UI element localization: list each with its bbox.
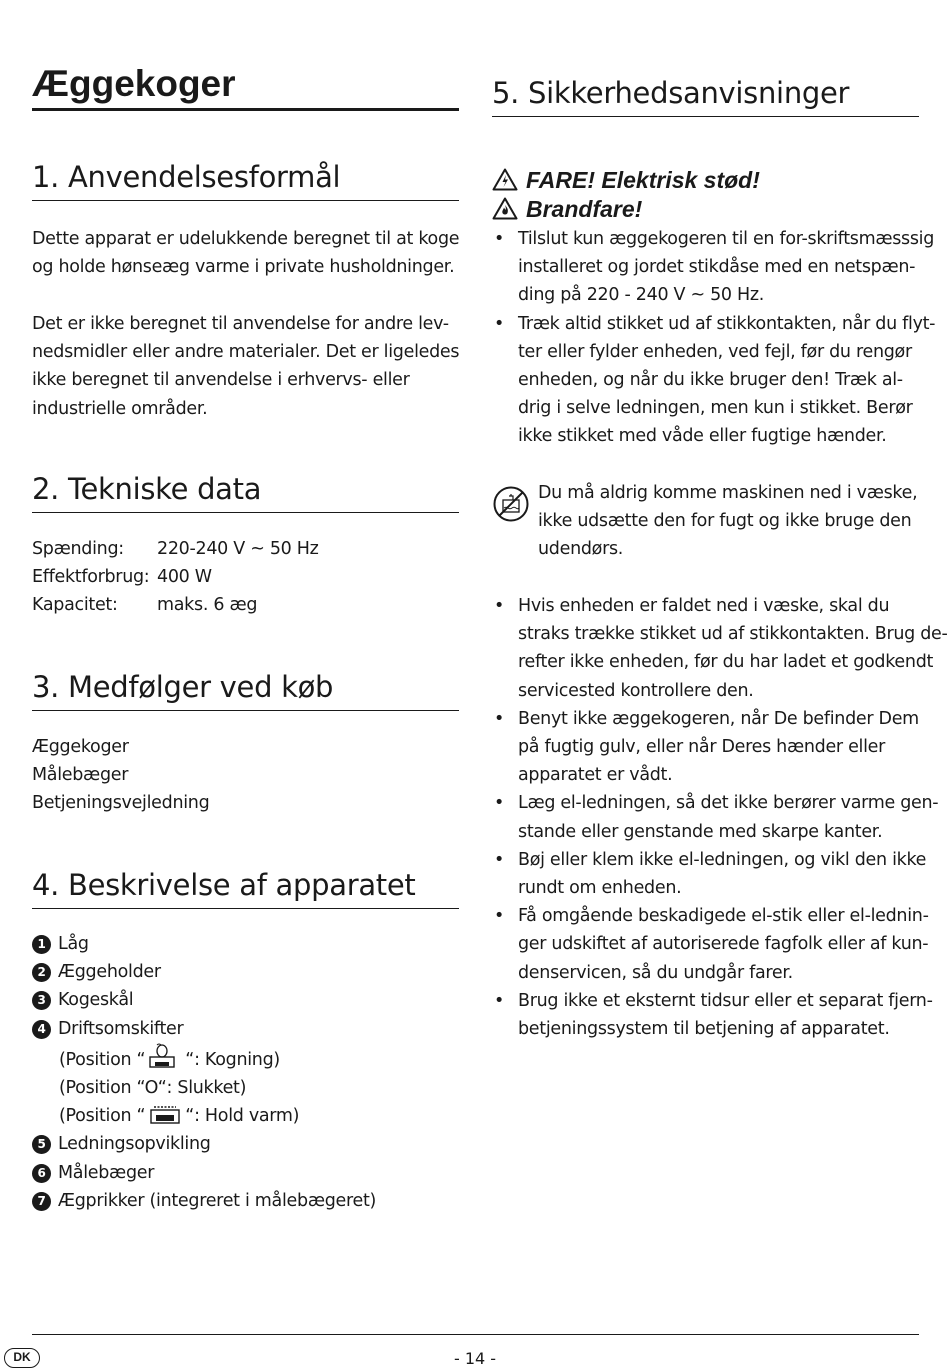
text-line: og holde hønseæg varme i private husholdninger. (32, 257, 455, 278)
section-4-heading: 4. Beskrivelse af apparatet (32, 866, 459, 909)
part-label: Målebæger (58, 1162, 155, 1183)
switch-position-off: (Position “O“: Slukket) (59, 1078, 247, 1099)
warning-fire: Brandfare! (492, 195, 919, 224)
bullet-icon: • (494, 849, 505, 870)
bullet-icon: • (494, 229, 505, 249)
section-1-heading: 1. Anvendelsesformål (32, 158, 459, 201)
list-item: • Brug ikke et eksternt tidsur eller et separat fjern- betjeningssystem til betjening af apparatet. (492, 987, 919, 1043)
bullet-icon: • (494, 596, 505, 616)
tech-data-label: Kapacitet: (32, 595, 118, 616)
tech-data-label: Effektforbrug: (32, 567, 150, 588)
part-label: Låg (58, 934, 89, 954)
part-item (32, 1015, 459, 1043)
number-badge: 3 (32, 991, 51, 1010)
part-item (32, 930, 459, 958)
warning-electric: FARE! Elektrisk stød! (492, 166, 919, 195)
list-item: Målebæger (32, 765, 129, 786)
text-line: ikke beregnet til anvendelse i erhvervs- eller (32, 370, 410, 391)
list-item: Betjeningsvejledning (32, 793, 210, 814)
bullet-icon: • (494, 708, 505, 729)
text-line: nedsmidler eller andre materialer. Det er ligeledes (32, 342, 460, 363)
document-title: Æggekoger (32, 62, 459, 111)
tech-data-value: maks. 6 æg (157, 595, 258, 616)
switch-position-cook: (Position “ “: Kogning) (32, 1043, 459, 1074)
electric-hazard-icon (492, 168, 518, 191)
list-item: Æggekoger (32, 737, 129, 757)
part-item (32, 1187, 459, 1215)
list-item: • Læg el-ledningen, så det ikke berører varme gen- stande eller genstande med skarpe kanter. (492, 789, 919, 845)
tech-data-row (32, 591, 459, 619)
fire-hazard-icon (492, 197, 518, 220)
list-item: • Få omgående beskadigede el-stik eller el-lednin- ger udskiftet af autoriserede fagfolk eller af kun- denservicen, så du undgår farer. (492, 902, 919, 987)
tech-data-label: Spænding: (32, 539, 124, 559)
safety-bullets-a (492, 225, 936, 451)
bullet-icon: • (494, 793, 505, 814)
safety-bullets-b (492, 592, 948, 1043)
list-item: • Tilslut kun æggekogeren til en for-skriftsmæsssig installeret og jordet stikdåse med en netspæn- ding på 220 - 240 V ~ 50 Hz. (492, 225, 919, 310)
tech-data-table (32, 535, 459, 620)
number-badge: 2 (32, 963, 51, 982)
part-label: Ledningsopvikling (58, 1134, 211, 1155)
no-water-notice (492, 479, 919, 564)
parts-list (32, 930, 459, 1215)
part-item (32, 986, 459, 1014)
section-1-paragraph-1 (32, 225, 459, 281)
text-line: Dette apparat er udelukkende beregnet til at koge (32, 229, 460, 249)
text-line: Det er ikke beregnet til anvendelse for andre lev- (32, 314, 449, 334)
number-badge: 4 (32, 1020, 51, 1039)
footer-divider (32, 1334, 919, 1335)
section-5-heading: 5. Sikkerhedsanvisninger (492, 74, 919, 117)
no-immersion-icon (492, 485, 530, 523)
page-number: - 14 - (453, 1349, 497, 1368)
list-item: • Træk altid stikket ud af stikkontakten, når du flyt- ter eller fylder enheden, ved fejl, før du rengør enheden, og når du ikke bruger den! Træk al- drig i selve ledningen, men kun i stikket. Berør ikke stikket med våde eller fugtige hænder. (492, 310, 919, 451)
egg-boiling-icon (145, 1043, 185, 1069)
bullet-icon: • (494, 990, 505, 1011)
no-water-text: Du må aldrig komme maskinen ned i væske, ikke udsætte den for fugt og ikke bruge den udendørs. (538, 483, 918, 560)
part-label: Driftsomskifter (58, 1018, 184, 1039)
part-item (32, 1130, 459, 1158)
tech-data-value: 400 W (157, 567, 212, 588)
list-item: • Bøj eller klem ikke el-ledningen, og vikl den ikke rundt om enheden. (492, 846, 919, 902)
part-label: Ægprikker (integreret i målebægeret) (58, 1190, 377, 1211)
list-item: • Benyt ikke æggekogeren, når De befinder Dem på fugtig gulv, eller når Deres hænder eller apparatet er vådt. (492, 705, 919, 790)
tech-data-row (32, 563, 459, 591)
switch-position-warm: (Position “ “: Hold varm) (32, 1102, 459, 1130)
list-item: • Hvis enheden er faldet ned i væske, skal du straks trække stikket ud af stikkontakten. Brug de- refter ikke enheden, før du har ladet et godkendt servicested kontrollere den. (492, 592, 919, 705)
keep-warm-icon (145, 1103, 185, 1125)
bullet-icon: • (494, 906, 505, 927)
part-item (32, 1159, 459, 1187)
warning-block (492, 166, 919, 224)
section-3-heading: 3. Medfølger ved køb (32, 668, 459, 711)
text-line: industrielle områder. (32, 398, 208, 419)
tech-data-value: 220-240 V ~ 50 Hz (157, 539, 319, 559)
number-badge: 6 (32, 1164, 51, 1183)
included-items-list (32, 733, 459, 818)
language-badge: DK (4, 1348, 40, 1368)
part-label: Kogeskål (58, 990, 134, 1011)
part-item (32, 958, 459, 986)
part-label: Æggeholder (58, 962, 161, 983)
section-2-heading: 2. Tekniske data (32, 470, 459, 513)
bullet-icon: • (494, 313, 505, 334)
number-badge: 5 (32, 1135, 51, 1154)
number-badge: 7 (32, 1192, 51, 1211)
number-badge: 1 (32, 935, 51, 954)
tech-data-row (32, 535, 459, 563)
section-1-paragraph-2 (32, 310, 459, 423)
